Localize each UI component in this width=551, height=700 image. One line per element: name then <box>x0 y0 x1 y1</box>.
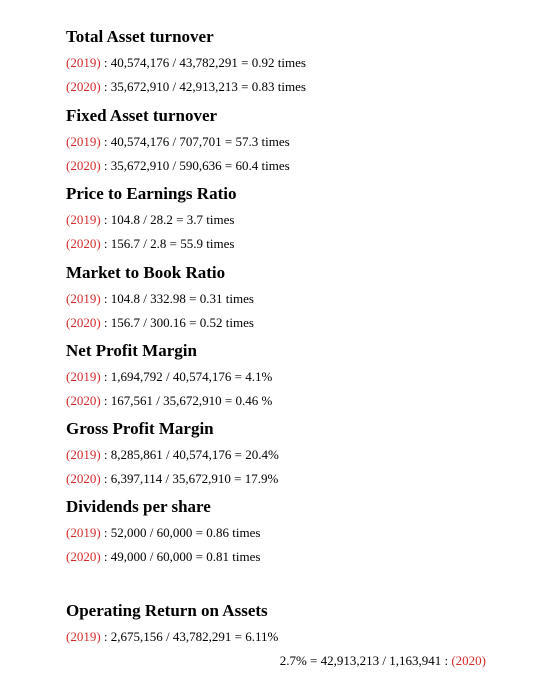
year-label: (2020) <box>66 79 101 94</box>
year-label: (2019) <box>66 291 101 306</box>
ratio-line-2019 <box>66 525 260 541</box>
ratio-formula: : 40,574,176 / 707,701 = 57.3 times <box>100 134 290 149</box>
ratio-line-2020 <box>66 158 290 174</box>
year-label: (2020) <box>66 158 101 173</box>
year-label: (2019) <box>66 134 101 149</box>
ratio-line-2020 <box>66 471 278 487</box>
ratio-formula: : 49,000 / 60,000 = 0.81 times <box>100 549 261 564</box>
ratio-line-2019 <box>66 291 254 307</box>
ratio-line-2019 <box>66 629 278 645</box>
year-label: (2020) <box>451 653 486 668</box>
year-label: (2019) <box>66 55 101 70</box>
ratio-formula: 2.7% = 42,913,213 / 1,163,941 : <box>279 653 452 668</box>
ratio-line-2019 <box>66 212 234 228</box>
ratio-line-2020 <box>66 393 272 409</box>
section-heading: Gross Profit Margin <box>66 419 214 438</box>
ratio-line-2019 <box>66 55 306 71</box>
year-label: (2020) <box>66 549 101 564</box>
ratio-formula: : 156.7 / 300.16 = 0.52 times <box>100 315 254 330</box>
year-label: (2020) <box>66 471 101 486</box>
ratio-formula: : 104.8 / 28.2 = 3.7 times <box>100 212 235 227</box>
ratio-formula: : 35,672,910 / 42,913,213 = 0.83 times <box>100 79 306 94</box>
ratio-line-2020 <box>66 549 260 565</box>
ratio-line-2019 <box>66 369 272 385</box>
ratio-formula: : 40,574,176 / 43,782,291 = 0.92 times <box>100 55 306 70</box>
year-label: (2019) <box>66 525 101 540</box>
year-label: (2020) <box>66 315 101 330</box>
year-label: (2019) <box>66 447 101 462</box>
section-heading: Market to Book Ratio <box>66 263 226 282</box>
year-label: (2020) <box>66 393 101 408</box>
ratio-line-2019 <box>66 447 279 463</box>
section-heading: Total Asset turnover <box>66 27 214 46</box>
ratio-line-2019 <box>66 134 290 150</box>
section-heading: Operating Return on Assets <box>66 601 268 620</box>
year-label: (2019) <box>66 369 101 384</box>
ratio-formula: : 52,000 / 60,000 = 0.86 times <box>100 525 261 540</box>
ratio-formula: : 8,285,861 / 40,574,176 = 20.4% <box>100 447 279 462</box>
ratio-line-2020 <box>66 79 306 95</box>
ratio-formula: : 167,561 / 35,672,910 = 0.46 % <box>100 393 273 408</box>
ratio-formula: : 35,672,910 / 590,636 = 60.4 times <box>100 158 290 173</box>
ratio-formula: : 6,397,114 / 35,672,910 = 17.9% <box>100 471 279 486</box>
ratio-line-2020 <box>66 315 254 331</box>
section-heading: Dividends per share <box>66 497 211 516</box>
ratio-formula: : 104.8 / 332.98 = 0.31 times <box>100 291 254 306</box>
ratio-formula: : 156.7 / 2.8 = 55.9 times <box>100 236 235 251</box>
section-heading: Net Profit Margin <box>66 341 197 360</box>
year-label: (2019) <box>66 629 101 644</box>
section-heading: Price to Earnings Ratio <box>66 184 237 203</box>
ratio-line-2020 <box>66 236 234 252</box>
year-label: (2020) <box>66 236 101 251</box>
section-heading: Fixed Asset turnover <box>66 106 218 125</box>
ratio-line-2020-right-aligned <box>280 653 486 669</box>
year-label: (2019) <box>66 212 101 227</box>
ratio-formula: : 2,675,156 / 43,782,291 = 6.11% <box>100 629 279 644</box>
ratio-formula: : 1,694,792 / 40,574,176 = 4.1% <box>100 369 273 384</box>
